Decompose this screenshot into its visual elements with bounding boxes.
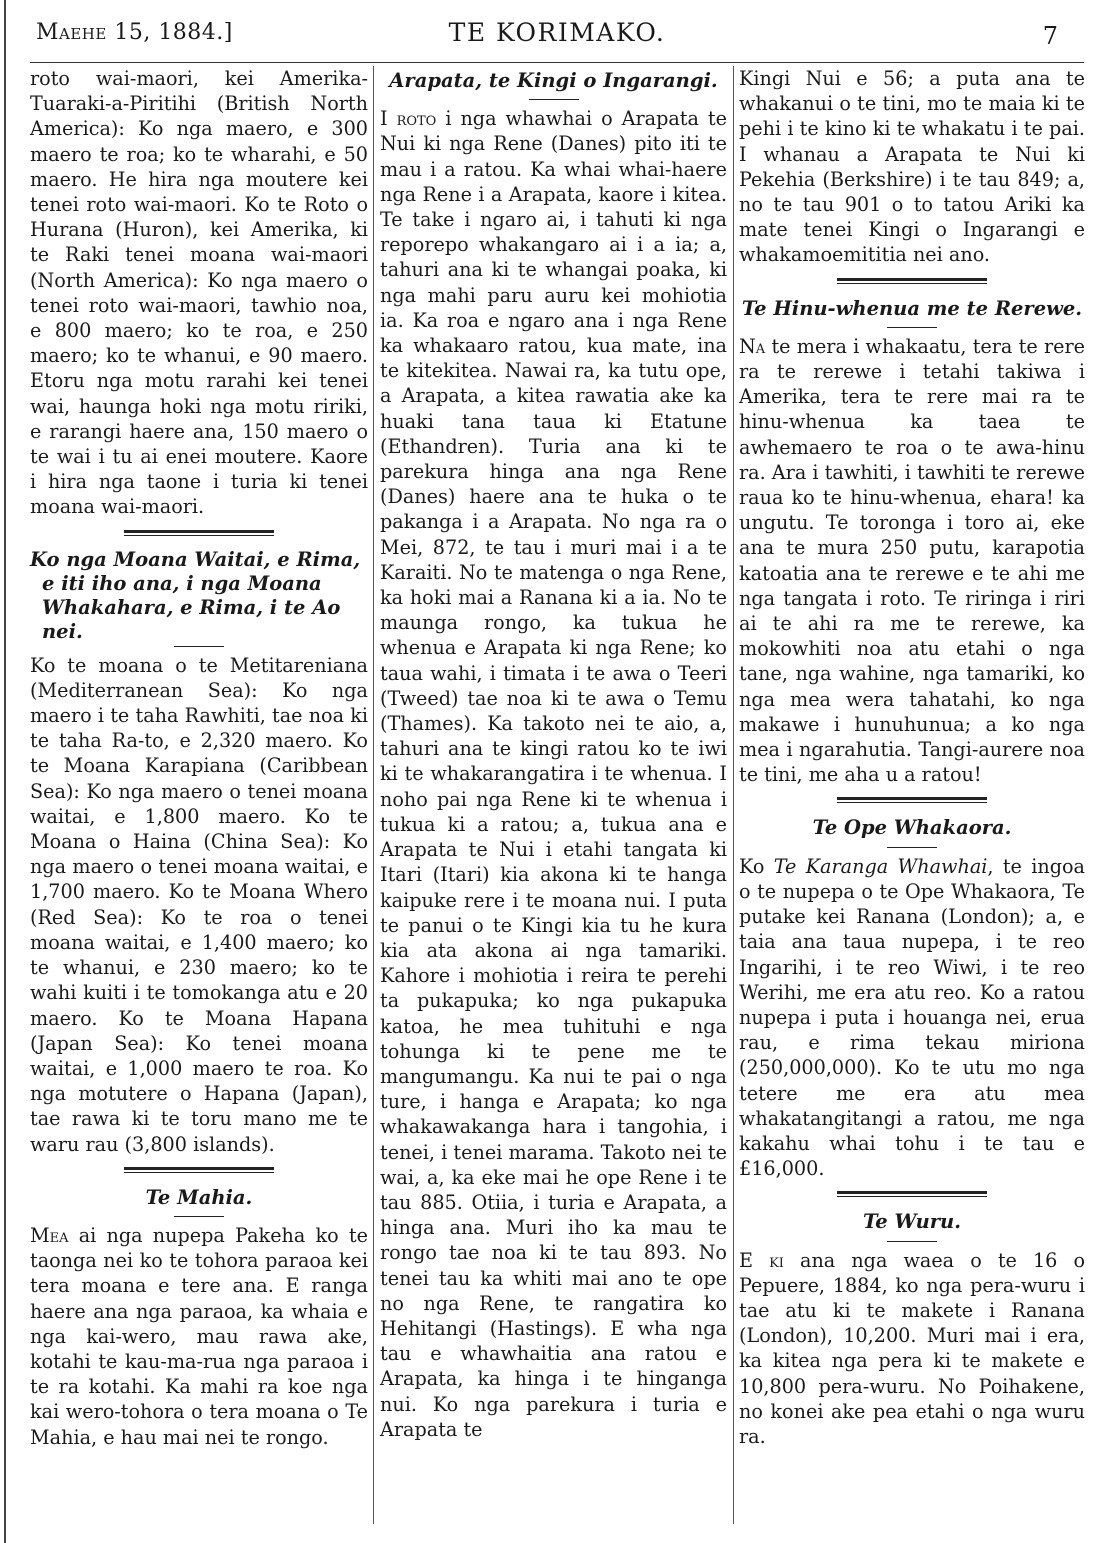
- article-lakes-text: roto wai-maori, kei Amerika-Tuaraki-a-Piritihi (British North America): Ko nga maero, e 300 maero te roa; ko te wharahi, e 50 maero. He hira nga moutere kei tenei roto wai-maori. Ko te Roto o Hurana (Huron), kei Amerika, ki te Raki tenei moana wai-maori (North America): Ko nga maero o tenei roto wai-maori, tawhio noa, e 800 maero; ko te roa, e 250 maero; ko te whanui, e 90 maero. Etoru nga motu rarahi kei tenei wai, haunga hoki nga motu ririki, e rarangi haere ana, 150 maero o te wai i tu ai enei moutere. Kaore i hira nga taone i turia ki tenei moana wai-maori.: [30, 67, 368, 519]
- article-body-start: Ko: [739, 854, 774, 878]
- article-hinu-whenua-text: [739, 334, 1085, 788]
- column-2: [380, 66, 727, 1442]
- column-divider-1: [373, 66, 374, 1524]
- article-body: te mera i whakaatu, tera te rere ra te rerewe i tetahi takiwa i Amerika, tera te rere mai ra te hinu-whenua ka taea te awhemaero te roa o te awa-hinu ra. Ara i tawhiti, i tawhiti te rerewe raua ko te hinu-whenua, ehara! ka ungutu. Te toronga i toro ai, eke ana te mura 250 putu, karapotia katoatia ana te rerewe e te ahi me nga tangata i roto. Te riringa i riri ai te ahi ra me te rerewe, ka mokowhiti noa atu etahi o nga tane, nga wahine, nga tamariki, ko nga mea wera tahatahi, ko nga makawe i hunuhunua; a ko nga mea i ngarahutia. Tangi-aurere noa te tini, me aha u a ratou!: [739, 334, 1085, 787]
- section-divider: [124, 530, 274, 536]
- newspaper-title: TE KORIMAKO.: [448, 18, 666, 47]
- heading-underline: [174, 646, 224, 647]
- heading-seas: Ko nga Moana Waitai, e Rima, e iti iho ana, i nga Moana Whakahara, e Rima, i te Ao nei.: [30, 547, 361, 643]
- page-edge-shadow: [4, 0, 6, 1543]
- column-divider-2: [733, 66, 734, 1524]
- heading-hinu-whenua: Te Hinu-whenua me te Rerewe.: [741, 296, 1083, 320]
- article-ope-whakaora-text: [739, 854, 1085, 1182]
- column-3: [739, 66, 1085, 1449]
- article-body: ana nga waea o te 16 o Pepuere, 1884, ko nga pera-wuru i tae atu ki te makete i Ranana (London), 10,200. Muri mai i era, ka kitea nga pera ki te makete e 10,800 pera-wuru. No Poihakene, no konei ake pea etahi o nga wuru ra.: [739, 1248, 1085, 1448]
- header-divider: [30, 62, 1084, 63]
- lead-word: Mea: [30, 1223, 69, 1247]
- header-date: Maehe 15, 1884.]: [36, 20, 233, 45]
- article-body-rest: , te ingoa o te nupepa o te Ope Whakaora, Te putake kei Ranana (London); a, e taia ana taua nupepa, i te reo Ingarihi, i te reo Wiwi, i te reo Werihi, me era atu reo. Ko a ratou nupepa i puta i houanga nei, erua rau, e rima tekau miriona (250,000,000). Ko te utu mo nga tetere me era atu mea whakatangitangi a ratou, me nga kakahu whai tohu i te tau e £16,000.: [739, 854, 1085, 1181]
- article-arapata-continued: Kingi Nui e 56; a puta ana te whakanui o te tini, mo te maia ki te pehi i te kino ki te whakatu i te pai. I whanau a Arapata te Nui ki Pekehia (Berkshire) i te tau 849; a, no te tau 901 o to tatou Ariki ka mate tenei Kingi o Ingarangi e whakamoemititia nei ano.: [739, 67, 1085, 267]
- article-arapata-text: [380, 106, 727, 1442]
- article-seas-text: Ko te moana o te Metitareniana (Mediterranean Sea): Ko nga maero i te taha Rawhiti, tae noa ki te taha Ra-to, e 2,320 maero. Ko te Moana Karapiana (Caribbean Sea): Ko nga maero o tenei moana waitai, e 1,800 maero. Ko te Moana o Haina (China Sea): Ko nga maero o tenei moana waitai, e 1,700 maero. Ko te Moana Whero (Red Sea): Ko te roa o tenei moana waitai, e 1,400 maero; ko te whanui, e 230 maero; ko te wahi kuiti i te tomokanga atu e 20 maero. Ko te Moana Hapana (Japan Sea): Ko tenei moana waitai, e 1,000 maero te roa. Ko nga motutere o Hapana (Japan), tae rawa ki te toru mano me te waru rau (3,800 islands).: [30, 653, 368, 1156]
- section-divider: [837, 1191, 987, 1197]
- heading-ope-whakaora: Te Ope Whakaora.: [812, 816, 1012, 840]
- article-te-wuru-text: [739, 1248, 1085, 1450]
- newspaper-name: Te Karanga Whawhai: [773, 854, 988, 878]
- lead-word: I roto: [380, 107, 437, 131]
- lead-word: Na: [739, 334, 766, 358]
- article-te-mahia-text: [30, 1223, 368, 1450]
- page-header: [30, 14, 1084, 54]
- heading-underline: [887, 1241, 937, 1242]
- section-divider: [837, 278, 987, 284]
- section-divider: [124, 1167, 274, 1173]
- heading-te-wuru: Te Wuru.: [863, 1210, 961, 1234]
- heading-arapata: Arapata, te Kingi o Ingarangi.: [389, 69, 718, 92]
- lead-word: E ki: [739, 1248, 784, 1272]
- column-1: [30, 66, 368, 1450]
- article-body: ai nga nupepa Pakeha ko te taonga nei ko te tohora paraoa kei tera moana e tere ana. E ranga haere ana nga paraoa, ka whaia e nga kai-wero, mau rawa ake, kotahi te kau-ma-rua nga paraoa i te ra kotahi. Ka mahi ra koe nga kai wero-tohora o tera moana o Te Mahia, e hau mai nei te rongo.: [30, 1223, 368, 1449]
- section-divider: [837, 797, 987, 803]
- heading-underline: [887, 847, 937, 848]
- heading-te-mahia: Te Mahia.: [145, 1185, 253, 1209]
- heading-underline: [887, 327, 937, 328]
- heading-underline: [529, 99, 579, 100]
- heading-underline: [174, 1216, 224, 1217]
- article-body: i nga whawhai o Arapata te Nui ki nga Rene (Danes) pito iti te mau i a ratou. Ka whai whai-haere nga Rene i a Arapata, kaore i kitea. Te take i ngaro ai, i tahuti ki nga reporepo whakangaro ai i a ia; a, tahuri ana ki te whangai poaka, ki nga mahi paru auru kei mohiotia ia. Ka roa e ngaro ana i nga Rene ka whakaaro ratou, kua mate, ina te kitekitea. Nawai ra, ka tutu ope, a Arapata, a kitea rawatia ake ka huaki tana taua ki Etatune (Ethandren). Turia ana ki te parekura hinga ana nga Rene (Danes) haere ana te huka o te pakanga i a Arapata. No nga ra o Mei, 872, te tau i muri mai i a te Karaiti. No te matenga o nga Rene, ka hoki mai a Ranana ki a ia. No te maunga rongo, ka tukua he whenua e Arapata ki nga Rene; ko taua wahi, i timata i te awa o Teeri (Tweed) tae noa ki te awa o Temu (Thames). Ka takoto nei te aio, a, tahuri ana te kingi ratou ko te iwi ki te whakarangatira i te whenua. I noho pai nga Rene ki te whenua i tukua ki a ratou; a, tukua ana e Arapata te Nui i etahi tangata ki Itari (Itari) kia akona ki te hanga kaipuke rere i te moana nui. I puta te panui o te Kingi kia tu he kura kia ata akona ai nga tamariki. Kahore i mohiotia i reira te perehi ta pukapuka; ko nga pukapuka katoa, he mea tuhituhi e nga tohunga ki te pene me te mangumangu. Ka nui te pai o nga ture, i hanga e Arapata; ko nga whakawakanga hara i tangohia, i tenei, i tenei marama. Takoto nei te wai, a, ka eke mai he ope Rene i te tau 885. Otiia, i turia e Arapata, a hinga ana. Muri iho ka mau te rongo tae noa ki te tau 893. No tenei tau ka whiti mai ano te ope no nga Rene, te rangatira ko Hehitangi (Hastings). E wha nga tau e whawhaitia ana ratou e Arapata, ka hinga i te hinganga nui. Ko nga parekura i turia e Arapata te: [380, 107, 727, 1441]
- page-number: 7: [1042, 22, 1058, 50]
